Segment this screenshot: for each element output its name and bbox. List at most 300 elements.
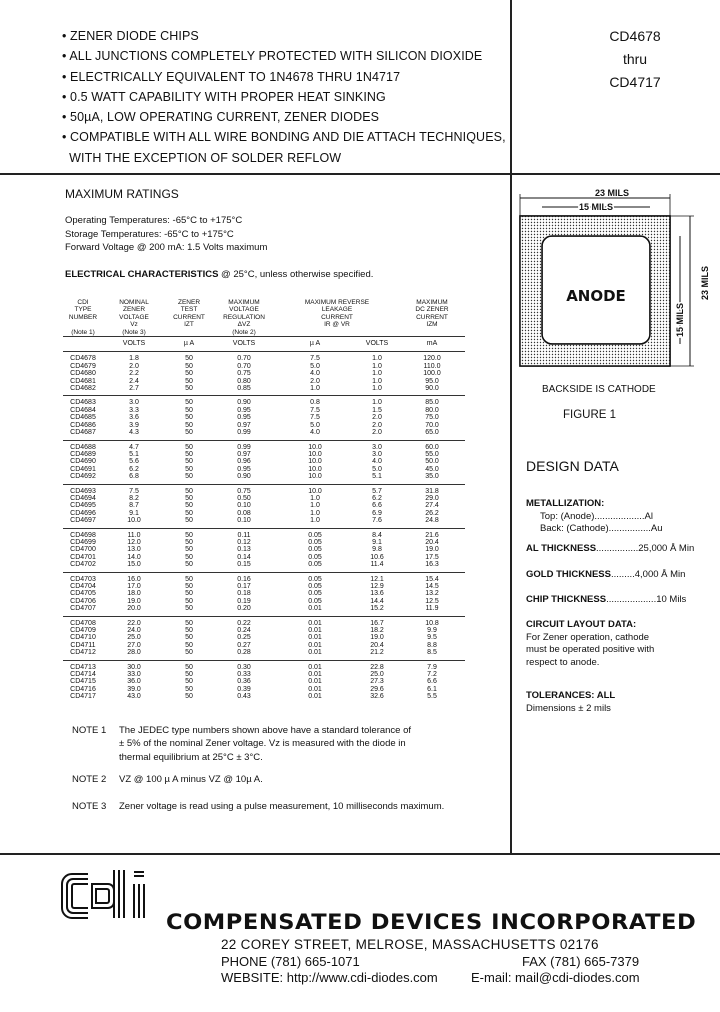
feature-item: • COMPATIBLE WITH ALL WIRE BONDING AND DIE ATTACH TECHNIQUES, — [62, 130, 506, 145]
table-row — [63, 528, 465, 539]
table-cell: CD4717 — [70, 693, 96, 701]
table-cell: CD4707 — [70, 605, 96, 613]
column-header — [399, 329, 465, 337]
table-cell: 14.4 — [370, 597, 384, 605]
table-cell: 5.1 — [129, 450, 139, 458]
table-cell: 50 — [185, 685, 193, 693]
table-cell: 50 — [185, 370, 193, 378]
table-cell: 8.5 — [427, 649, 437, 657]
table-cell: 0.05 — [275, 528, 355, 539]
table-cell: 50 — [185, 473, 193, 481]
column-header: MAXIMUM — [228, 299, 260, 306]
table-row — [63, 414, 465, 421]
table-cell: 13.2 — [425, 590, 439, 598]
table-cell: 1.0 — [310, 494, 320, 502]
table-cell: 10.0 — [308, 458, 322, 466]
table-cell: 0.75 — [237, 370, 251, 378]
table-cell: CD4691 — [70, 465, 96, 473]
column-header: NUMBER — [68, 313, 98, 321]
table-cell: 50 — [185, 517, 193, 525]
table-cell: 0.05 — [308, 553, 322, 561]
table-cell: CD4678 — [63, 352, 103, 363]
table-row — [63, 678, 465, 685]
table-cell: 21.2 — [370, 649, 384, 657]
table-cell: 50 — [165, 396, 213, 407]
table-header-row — [63, 329, 465, 337]
table-cell: 32.6 — [370, 693, 384, 701]
table-cell: 50 — [165, 528, 213, 539]
table-header-row — [63, 306, 465, 313]
table-cell: 0.50 — [237, 494, 251, 502]
table-cell: 50 — [185, 385, 193, 393]
table-cell: 0.01 — [308, 671, 322, 679]
table-cell: 0.01 — [308, 634, 322, 642]
bottom-divider — [0, 853, 720, 855]
table-cell: 50 — [185, 583, 193, 590]
table-cell: 4.0 — [372, 458, 382, 466]
table-cell: 7.5 — [275, 352, 355, 363]
feature-list — [62, 26, 506, 168]
table-cell: 25.0 — [127, 634, 141, 642]
table-cell: 1.0 — [310, 385, 320, 393]
table-cell: 0.14 — [237, 553, 251, 561]
table-cell: 2.0 — [372, 414, 382, 422]
table-cell: 13.0 — [127, 546, 141, 554]
note-label: NOTE 2 — [72, 774, 107, 785]
table-cell: 27.0 — [127, 641, 141, 649]
table-row — [63, 502, 465, 509]
table-cell: 22.0 — [103, 616, 165, 627]
table-cell: 110.0 — [423, 362, 441, 370]
table-cell: 33.0 — [127, 671, 141, 679]
table-row — [63, 396, 465, 407]
column-header: (Note 1) — [71, 328, 95, 336]
column-header: IZT — [184, 321, 194, 329]
table-cell: 0.01 — [308, 693, 322, 701]
table-cell: CD4693 — [63, 484, 103, 495]
table-cell: 50 — [185, 377, 193, 385]
table-cell: 7.2 — [427, 671, 437, 679]
al-thickness-row — [526, 543, 694, 556]
table-cell: 6.9 — [372, 509, 382, 517]
table-cell: 50 — [185, 561, 193, 569]
table-cell: 0.01 — [308, 678, 322, 686]
table-header-row — [63, 299, 465, 306]
unit-cell: VOLTS — [103, 337, 165, 352]
table-row — [63, 660, 465, 671]
circuit-layout-block — [526, 619, 654, 669]
table-cell: 25.0 — [370, 671, 384, 679]
table-row — [63, 598, 465, 605]
gold-thickness-value: .........4,000 Å Min — [610, 569, 686, 580]
table-cell: 0.05 — [308, 597, 322, 605]
table-cell: 5.0 — [310, 362, 320, 370]
table-cell: CD4714 — [70, 671, 96, 679]
table-cell: 4.7 — [103, 440, 165, 451]
table-row — [63, 378, 465, 385]
feature-item: WITH THE EXCEPTION OF SOLDER REFLOW — [62, 150, 342, 165]
company-fax: FAX (781) 665-7379 — [522, 954, 640, 969]
table-cell: 0.97 — [237, 421, 251, 429]
table-cell: 0.90 — [213, 396, 275, 407]
table-cell: 50 — [185, 362, 193, 370]
rating-line: Operating Temperatures: -65°C to +175°C — [65, 215, 243, 226]
table-cell: CD4690 — [70, 458, 96, 466]
table-cell: 1.0 — [310, 502, 320, 510]
table-cell: 17.0 — [127, 583, 141, 590]
table-cell: 50 — [185, 678, 193, 686]
table-cell: 8.7 — [129, 502, 139, 510]
table-cell: 0.18 — [237, 590, 251, 598]
note-label: NOTE 1 — [72, 725, 107, 736]
unit-cell — [63, 337, 103, 352]
column-header: TEST — [180, 306, 198, 314]
table-cell: 5.0 — [310, 421, 320, 429]
feature-item: • 50µA, LOW OPERATING CURRENT, ZENER DIODES — [62, 110, 380, 125]
table-cell: CD4701 — [70, 553, 96, 561]
table-cell: 31.8 — [399, 484, 465, 495]
table-cell: 12.1 — [355, 572, 399, 583]
column-header: CURRENT — [173, 313, 205, 321]
table-cell: 1.0 — [310, 509, 320, 517]
table-cell: 0.20 — [237, 605, 251, 613]
table-cell: 50 — [185, 429, 193, 437]
table-cell: 4.0 — [310, 370, 320, 378]
note-line: VZ @ 100 µ A minus VZ @ 10µ A. — [119, 774, 263, 785]
table-cell: 6.2 — [372, 494, 382, 502]
chip-thickness-value: ...................10 Mils — [606, 594, 687, 605]
table-cell: 0.05 — [308, 538, 322, 546]
table-cell: CD4704 — [70, 583, 96, 590]
part-from: CD4678 — [609, 28, 661, 44]
table-cell: CD4686 — [70, 421, 96, 429]
table-cell: 0.16 — [213, 572, 275, 583]
rating-line: Storage Temperatures: -65°C to +175°C — [65, 228, 234, 240]
elec-title: ELECTRICAL CHARACTERISTICS — [65, 269, 219, 280]
table-row — [63, 473, 465, 484]
table-cell: 9.8 — [372, 546, 382, 554]
column-header: ZENER — [122, 306, 146, 314]
note-text — [119, 773, 263, 786]
chip-thickness-label: CHIP THICKNESS — [526, 594, 607, 605]
table-cell: 0.19 — [237, 597, 251, 605]
table-cell: 11.9 — [425, 605, 439, 613]
circuit-line: must be operated positive with — [526, 644, 655, 655]
table-cell: 0.01 — [308, 641, 322, 649]
tolerances-value: Dimensions ± 2 mils — [526, 702, 611, 714]
table-row — [63, 440, 465, 451]
table-cell: CD4694 — [70, 494, 96, 502]
table-cell: 50 — [185, 450, 193, 458]
table-cell: 27.4 — [425, 502, 439, 510]
table-row — [63, 466, 465, 473]
company-phone: PHONE (781) 665-1071 — [221, 954, 360, 969]
dim-15-top: 15 MILS — [578, 202, 614, 212]
column-header — [275, 329, 399, 337]
table-cell: 4.3 — [129, 429, 139, 437]
column-header: IR @ VR — [324, 321, 350, 329]
table-cell: CD4709 — [70, 627, 96, 635]
table-cell: 0.11 — [213, 528, 275, 539]
table-cell: 10.0 — [275, 440, 355, 451]
table-row — [63, 554, 465, 561]
table-cell: 0.75 — [213, 484, 275, 495]
table-cell: 20.4 — [425, 538, 439, 546]
table-row — [63, 484, 465, 495]
table-cell: 120.0 — [399, 352, 465, 363]
table-cell: 0.85 — [237, 385, 251, 393]
table-row — [63, 572, 465, 583]
table-cell: 0.01 — [308, 649, 322, 657]
note-line: ± 5% of the nominal Zener voltage. Vz is measured with the diode in — [119, 738, 406, 750]
table-cell: 16.7 — [355, 616, 399, 627]
table-cell: 2.7 — [129, 385, 139, 393]
table-cell: 50 — [185, 649, 193, 657]
table-cell: 50 — [165, 616, 213, 627]
table-cell: 22.8 — [355, 660, 399, 671]
table-cell: 50 — [185, 590, 193, 598]
note-label: NOTE 3 — [72, 801, 107, 812]
table-cell: 90.0 — [425, 385, 439, 393]
elec-suffix: @ 25°C, unless otherwise specified. — [218, 269, 374, 280]
gold-thickness-label: GOLD THICKNESS — [526, 569, 611, 580]
note-line: The JEDEC type numbers shown above have a standard tolerance of — [119, 725, 412, 736]
unit-cell: VOLTS — [213, 337, 275, 352]
table-cell: 43.0 — [127, 693, 141, 701]
table-cell: 7.5 — [103, 484, 165, 495]
table-cell: 50 — [185, 465, 193, 473]
table-cell: 2.4 — [129, 377, 139, 385]
note-line: thermal equilibrium at 25°C ± 3°C. — [119, 751, 263, 763]
table-cell: 0.99 — [213, 440, 275, 451]
table-row — [63, 385, 465, 396]
table-cell: 12.0 — [127, 538, 141, 546]
feature-item: • ALL JUNCTIONS COMPLETELY PROTECTED WITH SILICON DIOXIDE — [62, 49, 483, 64]
table-cell: 1.0 — [372, 377, 382, 385]
table-cell: 0.70 — [237, 362, 251, 370]
column-header: DC ZENER — [415, 306, 449, 314]
table-cell: 10.0 — [308, 473, 322, 481]
table-cell: 50 — [185, 671, 193, 679]
table-cell: CD4705 — [70, 590, 96, 598]
table-cell: 1.0 — [355, 352, 399, 363]
table-cell: 2.0 — [310, 377, 320, 385]
table-cell: 0.28 — [237, 649, 251, 657]
feature-item: • ELECTRICALLY EQUIVALENT TO 1N4678 THRU 1N4717 — [62, 69, 401, 84]
table-cell: 0.96 — [237, 458, 251, 466]
table-row — [63, 352, 465, 363]
table-cell: CD4708 — [63, 616, 103, 627]
al-thickness-label: AL THICKNESS — [526, 543, 597, 554]
table-cell: 1.0 — [372, 385, 382, 393]
table-cell: 14.5 — [425, 583, 439, 590]
table-cell: CD4698 — [63, 528, 103, 539]
table-cell: 0.30 — [213, 660, 275, 671]
table-cell: 0.25 — [237, 634, 251, 642]
column-header: VOLTAGE — [229, 306, 259, 314]
table-cell: 50 — [185, 502, 193, 510]
table-cell: 6.1 — [427, 685, 437, 693]
metal-back: Back: (Cathode)................Au — [540, 523, 663, 534]
table-row — [63, 649, 465, 660]
table-row — [63, 517, 465, 528]
table-cell: 0.05 — [308, 590, 322, 598]
table-cell: 19.0 — [127, 597, 141, 605]
table-cell: 70.0 — [425, 421, 439, 429]
table-cell: 6.2 — [129, 465, 139, 473]
table-cell: CD4712 — [70, 649, 96, 657]
table-cell: 1.5 — [372, 406, 382, 414]
table-cell: 10.0 — [127, 517, 141, 525]
table-cell: 0.01 — [308, 685, 322, 693]
design-data-title: DESIGN DATA — [526, 458, 619, 474]
feature-item: • ZENER DIODE CHIPS — [62, 29, 199, 43]
table-header-row — [63, 314, 465, 321]
table-cell: 0.33 — [237, 671, 251, 679]
table-cell: 3.0 — [355, 440, 399, 451]
table-cell: CD4679 — [70, 362, 96, 370]
part-box-divider — [510, 0, 512, 174]
table-cell: CD4703 — [63, 572, 103, 583]
table-cell: 18.0 — [127, 590, 141, 598]
table-cell: 50 — [185, 634, 193, 642]
table-cell: CD4681 — [70, 377, 96, 385]
table-cell: 5.7 — [355, 484, 399, 495]
column-header: REGULATION — [223, 313, 265, 321]
table-cell: 50 — [185, 546, 193, 554]
table-cell: 0.95 — [237, 406, 251, 414]
table-cell: CD4688 — [63, 440, 103, 451]
unit-cell: µ A — [165, 337, 213, 352]
table-cell: 2.0 — [372, 421, 382, 429]
table-cell: 20.4 — [370, 641, 384, 649]
table-row — [63, 605, 465, 616]
table-cell: 2.0 — [129, 362, 139, 370]
table-cell: 50 — [165, 572, 213, 583]
table-cell: 10.0 — [308, 450, 322, 458]
table-cell: 15.4 — [399, 572, 465, 583]
table-cell: 7.5 — [310, 406, 320, 414]
table-cell: 15.0 — [127, 561, 141, 569]
table-row — [63, 510, 465, 517]
column-header: MAXIMUM — [416, 299, 448, 306]
table-cell: 0.15 — [237, 561, 251, 569]
table-row — [63, 363, 465, 370]
table-cell: 0.80 — [237, 377, 251, 385]
dim-23-top: 23 MILS — [594, 188, 630, 198]
table-cell: 8.8 — [427, 641, 437, 649]
table-cell: 36.0 — [127, 678, 141, 686]
table-cell: 50 — [185, 627, 193, 635]
part-number-range — [580, 25, 690, 94]
table-cell: 0.22 — [213, 616, 275, 627]
cdi-logo — [58, 866, 162, 924]
table-row — [63, 590, 465, 597]
table-cell: CD4715 — [70, 678, 96, 686]
part-thru: thru — [622, 51, 648, 67]
anode-label: ANODE — [566, 287, 626, 305]
table-cell: 27.3 — [370, 678, 384, 686]
table-row — [63, 546, 465, 553]
table-cell: 3.9 — [129, 421, 139, 429]
column-header: NOMINAL — [119, 299, 149, 306]
table-cell: 0.27 — [237, 641, 251, 649]
tolerances-label: TOLERANCES: ALL — [526, 690, 616, 701]
table-cell: 20.0 — [127, 605, 141, 613]
table-cell: 0.01 — [275, 616, 355, 627]
table-cell: CD4689 — [70, 450, 96, 458]
table-cell: 3.0 — [372, 450, 382, 458]
table-cell: 0.17 — [237, 583, 251, 590]
feature-item: • 0.5 WATT CAPABILITY WITH PROPER HEAT SINKING — [62, 89, 386, 104]
table-cell: 39.0 — [127, 685, 141, 693]
table-cell: 50 — [185, 641, 193, 649]
table-cell: 10.0 — [275, 484, 355, 495]
table-cell: CD4680 — [70, 370, 96, 378]
column-header: TYPE — [74, 306, 92, 314]
column-header — [63, 321, 103, 328]
table-cell: CD4695 — [70, 502, 96, 510]
table-cell: 50 — [185, 605, 193, 613]
table-cell: 45.0 — [425, 465, 439, 473]
column-header: CURRENT — [416, 313, 448, 321]
circuit-layout-label: CIRCUIT LAYOUT DATA: — [526, 619, 637, 630]
table-cell: 7.6 — [372, 517, 382, 525]
table-row — [63, 458, 465, 465]
table-cell: 50 — [185, 693, 193, 701]
table-cell: 16.3 — [425, 561, 439, 569]
table-cell: CD4700 — [70, 546, 96, 554]
table-cell: 50 — [185, 509, 193, 517]
table-cell: 0.05 — [308, 561, 322, 569]
table-cell: 14.0 — [127, 553, 141, 561]
table-cell: 95.0 — [425, 377, 439, 385]
table-row — [63, 451, 465, 458]
table-cell: 3.0 — [103, 396, 165, 407]
column-header: CDI — [77, 299, 89, 306]
table-row — [63, 495, 465, 502]
table-cell: 0.01 — [308, 627, 322, 635]
table-cell: 0.08 — [237, 509, 251, 517]
table-row — [63, 627, 465, 634]
table-cell: 2.0 — [372, 429, 382, 437]
table-header-row — [63, 321, 465, 328]
table-cell: 9.1 — [372, 538, 382, 546]
table-cell: 16.0 — [103, 572, 165, 583]
table-cell: 50 — [165, 484, 213, 495]
table-cell: 13.6 — [370, 590, 384, 598]
table-cell: 100.0 — [423, 370, 441, 378]
company-email: E-mail: mail@cdi-diodes.com — [471, 970, 640, 985]
table-cell: 0.95 — [237, 414, 251, 422]
al-thickness-value: ................25,000 Å Min — [596, 543, 695, 554]
table-cell: 0.90 — [237, 473, 251, 481]
table-cell: 50 — [185, 597, 193, 605]
table-cell: 7.9 — [399, 660, 465, 671]
table-cell: 18.2 — [370, 627, 384, 635]
table-cell: 0.39 — [237, 685, 251, 693]
table-cell: CD4687 — [70, 429, 96, 437]
table-row — [63, 671, 465, 678]
table-cell: 9.1 — [129, 509, 139, 517]
column-header — [165, 329, 213, 337]
table-cell: 1.0 — [310, 517, 320, 525]
table-cell: 50 — [165, 440, 213, 451]
table-cell: CD4706 — [70, 597, 96, 605]
table-cell: 12.5 — [425, 597, 439, 605]
company-name: COMPENSATED DEVICES INCORPORATED — [166, 910, 697, 935]
table-cell: CD4697 — [70, 517, 96, 525]
